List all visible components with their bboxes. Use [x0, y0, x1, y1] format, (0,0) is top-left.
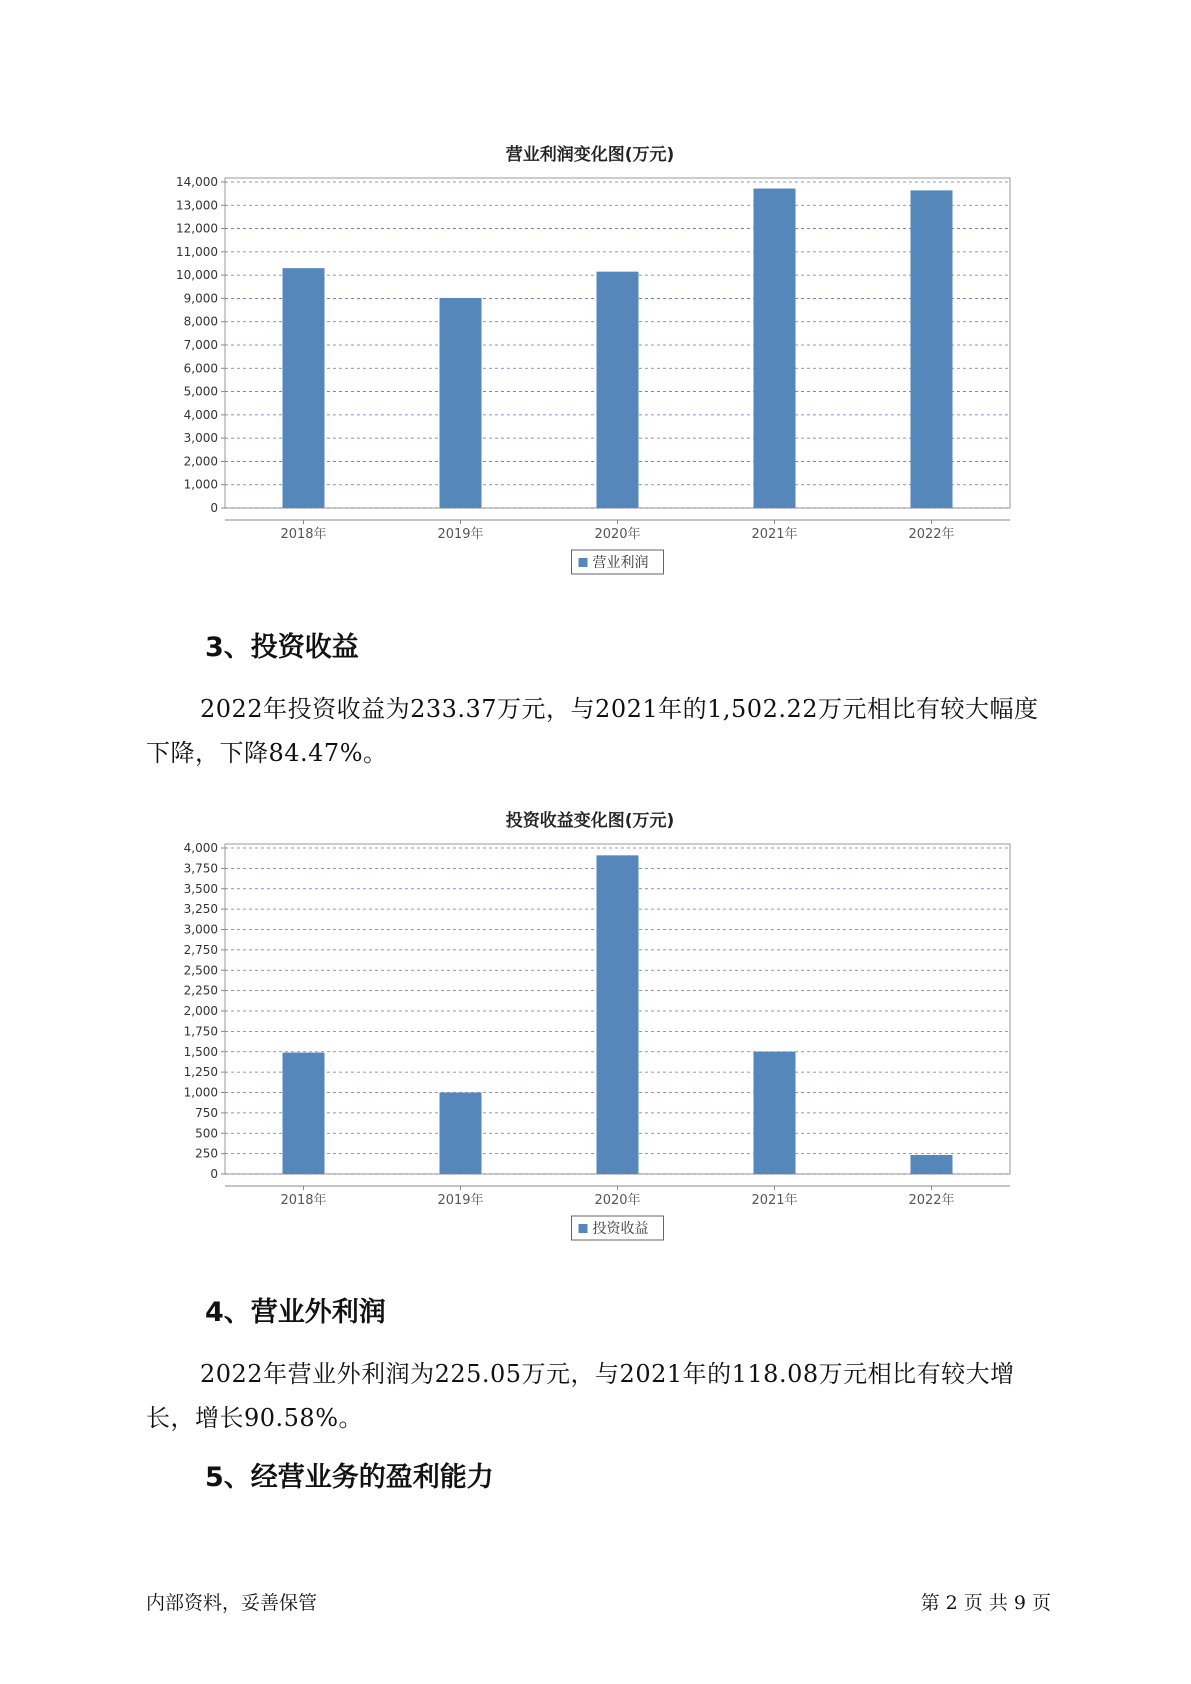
y-tick-label: 1,750: [183, 1024, 218, 1039]
y-tick-label: 10,000: [176, 268, 218, 283]
section-heading-investment-income: 3、投资收益: [205, 632, 359, 663]
y-tick-label: 3,500: [183, 881, 218, 896]
x-tick-label: 2021年: [751, 1193, 798, 1208]
legend-label: 营业利润: [592, 555, 649, 571]
y-tick-label: 1,500: [183, 1044, 218, 1059]
x-tick-label: 2020年: [594, 527, 641, 542]
x-tick-label: 2022年: [908, 527, 955, 542]
x-tick-label: 2020年: [594, 1193, 641, 1208]
y-tick-label: 2,000: [183, 1004, 218, 1018]
y-tick-label: 1,250: [183, 1065, 218, 1080]
investment-income-paragraph: 2022年投资收益为233.37万元，与2021年的1,502.22万元相比有较大幅度下降，下降84.47%。: [146, 695, 1039, 767]
bar: [597, 855, 639, 1174]
x-tick-label: 2018年: [280, 1193, 327, 1208]
y-tick-label: 2,500: [183, 963, 218, 978]
non-operating-profit-paragraph: 2022年营业外利润为225.05万元，与2021年的118.08万元相比有较大增长，增长90.58%。: [146, 1360, 1015, 1432]
operating-profit-chart: [150, 140, 1030, 600]
x-tick-label: 2021年: [751, 527, 798, 542]
y-tick-label: 3,000: [183, 431, 218, 446]
y-tick-label: 6,000: [183, 361, 218, 376]
legend-swatch: [579, 558, 588, 567]
bar: [440, 298, 482, 508]
y-tick-label: 14,000: [176, 175, 218, 189]
x-tick-label: 2019年: [437, 1193, 484, 1208]
y-tick-label: 2,750: [183, 942, 218, 957]
x-tick-label: 2018年: [280, 527, 327, 542]
y-tick-label: 5,000: [183, 384, 218, 399]
footer-page-number: 第 2 页 共 9 页: [920, 1592, 1051, 1614]
y-tick-label: 3,000: [183, 922, 218, 937]
y-tick-label: 2,250: [183, 983, 218, 998]
section-heading-non-operating-profit: 4、营业外利润: [205, 1297, 386, 1328]
y-tick-label: 0: [210, 501, 218, 515]
y-tick-label: 1,000: [183, 1085, 218, 1100]
y-tick-label: 11,000: [176, 244, 218, 259]
section-heading-profitability: 5、经营业务的盈利能力: [205, 1462, 494, 1493]
bar: [597, 272, 639, 508]
bar: [911, 1155, 953, 1174]
bar: [440, 1093, 482, 1175]
y-tick-label: 13,000: [176, 198, 218, 213]
y-tick-label: 0: [210, 1167, 218, 1181]
y-tick-label: 2,000: [183, 454, 218, 469]
y-tick-label: 4,000: [183, 407, 218, 422]
legend-swatch: [579, 1224, 588, 1233]
chart-svg: [150, 836, 1030, 1276]
y-tick-label: 3,750: [183, 861, 218, 876]
chart-title: 投资收益变化图(万元): [505, 811, 675, 831]
chart-svg: [150, 170, 1030, 610]
y-tick-label: 7,000: [183, 338, 218, 352]
y-tick-label: 12,000: [176, 221, 218, 236]
y-tick-label: 1,000: [183, 477, 218, 492]
y-tick-label: 750: [195, 1105, 218, 1120]
bar: [754, 189, 796, 508]
y-tick-label: 3,250: [183, 902, 218, 917]
investment-income-chart: [150, 806, 1030, 1266]
y-tick-label: 9,000: [183, 291, 218, 306]
footer-confidential-note: 内部资料，妥善保管: [146, 1592, 318, 1614]
y-tick-label: 500: [195, 1126, 218, 1141]
x-tick-label: 2019年: [437, 527, 484, 542]
bar: [283, 1053, 325, 1174]
y-tick-label: 250: [195, 1146, 218, 1161]
bar: [911, 190, 953, 508]
y-tick-label: 4,000: [183, 841, 218, 855]
y-tick-label: 8,000: [183, 314, 218, 329]
bar: [283, 268, 325, 508]
legend-label: 投资收益: [592, 1221, 649, 1237]
chart-title: 营业利润变化图(万元): [505, 145, 675, 165]
x-tick-label: 2022年: [908, 1193, 955, 1208]
bar: [754, 1052, 796, 1174]
